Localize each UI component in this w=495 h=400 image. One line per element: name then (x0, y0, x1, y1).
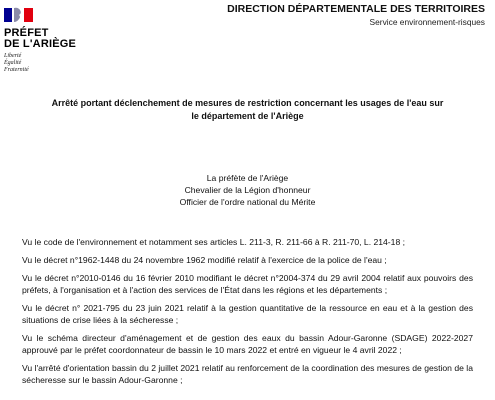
prefecture-logo (4, 6, 84, 74)
legal-reference: Vu l'arrêté d'orientation bassin du 2 juillet 2021 relatif au renforcement de la coordination des mesures de gestion de la sécheresse sur le bassin Adour-Garonne ; (22, 363, 473, 385)
legal-reference: Vu le décret n° 2021-795 du 23 juin 2021 relatif à la gestion quantitative de la ressource en eau et à la gestion des situations de crise liées à la sécheresse ; (22, 303, 473, 325)
signatory-distinction-1: Chevalier de la Légion d'honneur (184, 185, 311, 195)
devise (4, 53, 84, 74)
legal-reference: Vu le décret n°1962-1448 du 24 novembre 1962 modifié relatif à l'exercice de la police de l'eau ; (22, 255, 387, 265)
logo-prefet: PRÉFET (4, 27, 49, 39)
legal-references (22, 236, 473, 392)
legal-reference: Vu le code de l'environnement et notamment ses articles L. 211-3, R. 211-66 à R. 211-70, L. 214-18 ; (22, 237, 406, 247)
direction-title: DIRECTION DÉPARTEMENTALE DES TERRITOIRES (227, 3, 485, 15)
signatory-block (120, 172, 375, 208)
legal-reference: Vu le décret n°2010-0146 du 16 février 2010 modifiant le décret n°2004-374 du 29 avril 2004 relatif aux pouvoirs des préfets, à l'organisation et à l'action des services de l'État dans les régions et les départements ; (22, 273, 473, 295)
legal-reference: Vu le schéma directeur d'aménagement et de gestion des eaux du bassin Adour-Garonne (SDAGE) 2022-2027 approuvé par le préfet coordonnateur de bassin le 10 mars 2022 et entré en vigueur le 4 avril 2022 ; (22, 333, 473, 355)
marianne-logo-icon (4, 6, 34, 26)
devise-egalite: Égalité (4, 60, 22, 66)
service-name: Service environnement-risques (369, 17, 485, 27)
signatory-name: La préfète de l'Ariège (206, 173, 289, 183)
signatory-distinction-2: Officier de l'ordre national du Mérite (179, 197, 316, 207)
document-title-line-2: le département de l'Ariège (191, 111, 304, 121)
devise-fraternite: Fraternité (4, 67, 29, 73)
devise-liberte: Liberté (4, 53, 22, 59)
document-title (24, 97, 471, 123)
document-title-line-1: Arrêté portant déclenchement de mesures de restriction concernant les usages de l'eau sur (51, 98, 444, 108)
logo-departement: DE L'ARIÈGE (4, 38, 77, 50)
issuing-service (227, 3, 485, 28)
